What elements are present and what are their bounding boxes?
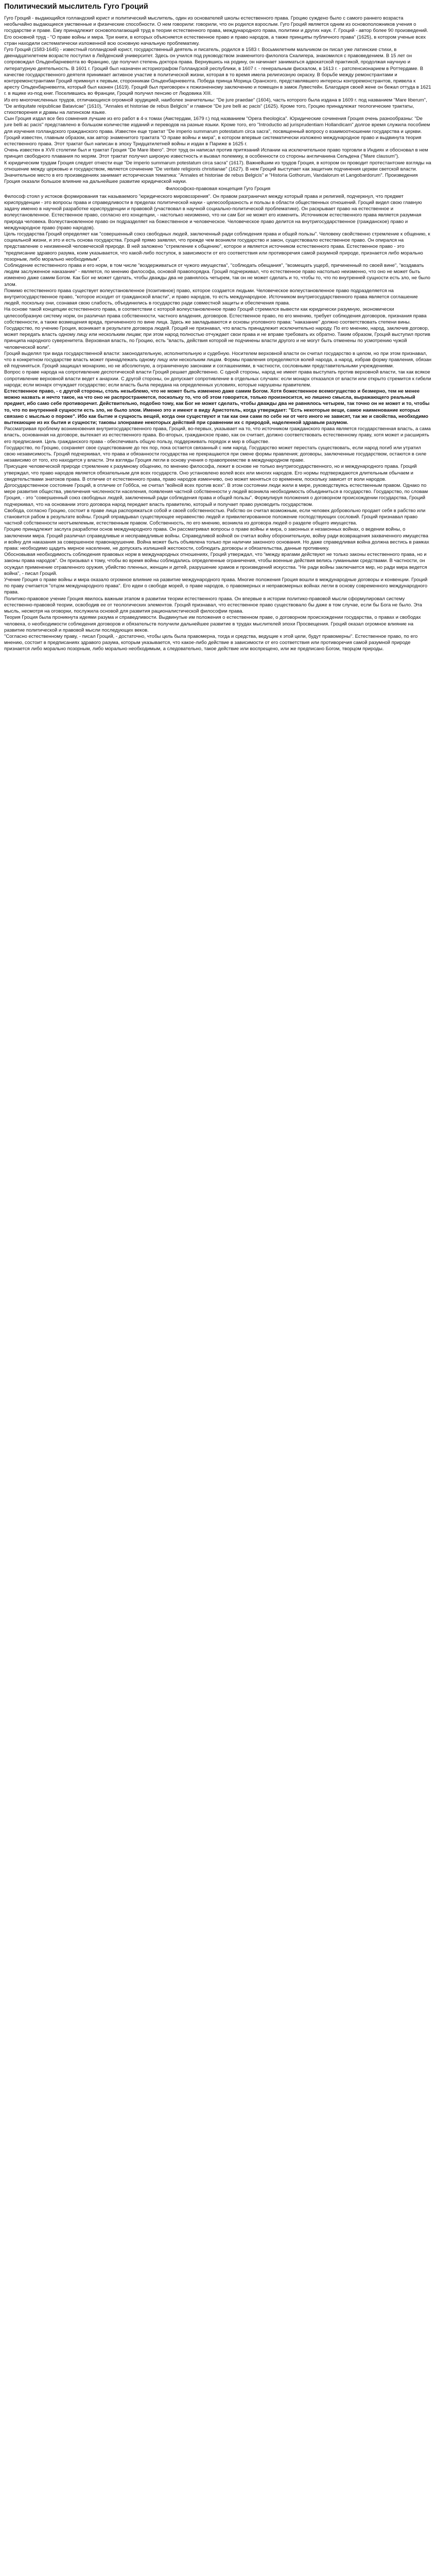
paragraph: Гуго Гроций (1583-1645) - известный голландский юрист, государственный деятель и писатель, родился в 1583 г. Восьмилетним мальчиком он писал уже латинские стихи, в двенадцатилетнем возрасте поступил в Лейденский университет. Здесь он учился под руководством знаменитого филолога Скалигера, знакомился с правоведением. В 15 лет он сопровождал Ольденбарневелта во Францию, где получил степень доктора права. Вернувшись на родину, он начинает заниматься адвокатской практикой, продолжая научную и литературную деятельность. В 1601 г. Гроций был назначен историографом Голландской республики, в 1607 г. - генеральным фискалом, в 1613 г. - ратспенсионарием в Роттердаме. В качестве государственного деятеля принимает активное участие в политической жизни, которая в то время имела религиозную окраску. В борьбе между ремонстрантами и контрремонстрантами Гроций примкнул к первым, сторонникам Ольденбарневелта. Победа принца Морица Оранского, представлявшего интересы контрремонстрантов, привела к аресту Ольденбарневелта, который был казнен (1619). Гроций был приговорен к пожизненному заключению и помещен в замок Лувестейн. Благодаря своей жене он бежал оттуда в 1621 г. в ящике из-под книг. Поселившись во Франции, Гроций получил пенсию от Людовика XIII. — [4, 47, 431, 97]
paragraph: Философ стоял у истоков формирования так называемого "юридического мировоззрения". Он правом разграничил между который права и религией, подчеркнул, что предмет юриспруденции - это вопросы права и справедливости в пределах политической науки - целесообразность и пользы в области общественных отношений. Гроций видел свою главную задачу именно в научной разработке юриспруденции и правовой (участвовал в научной социально-политической проблематике). Он раскрывает право на естественное и волеустановленное. Естественное право, согласно его концепции, - настолько неизменно, что ни сам Бог не может его изменить. Источником естественного права является разумная природа человека. Волеустановленное право он подразделяет на божественное и человеческое. Человеческое право делится на внутригосударственное (гражданское) право и международное право (право народов). — [4, 193, 422, 231]
paragraph: Присущее человеческой природе стремление к разумному общению, по мнению философа, лежит в основе не только внутригосударственного, но и международного права. Гроций утверждал, что право народов является обязательным для всех государств. Оно установлено волей всех или многих народов. Его нормы подтверждаются длительным обычаем и свидетельствами знатоков права. В отличие от естественного права, право народов изменчиво, оно может меняться со временем, поскольку зависит от воли народов. — [4, 464, 417, 482]
paragraph: Гроций выделял три вида государственной власти: законодательную, исполнительную и судебную. Носителем верховной власти он считал государство в целом, но при этом признавал, что в конкретном государстве власть может принадлежать одному лицу или нескольким лицам. Формы правления определяются волей народа, а народ, избрав форму правления, обязан ей подчиняться. Гроций защищал монархию, но не абсолютную, а ограниченную законами и соглашениями, в частности, сословными представительными учреждениями. — [4, 350, 432, 369]
paragraph: Свобода, согласно Гроцию, состоит в праве лица распоряжаться собой и своей собственностью. Рабство он считал возможным, если человек добровольно продает себя в рабство или становится рабом в результате войны. Гроций оправдывал существующее неравенство людей и привилегированное положение господствующих сословий. Гроций признавал право частной собственности неотъемлемым, естественным правом. Собственность, по его мнению, возникла из договора людей о разделе общего имущества. — [4, 507, 426, 527]
paragraph: Соблюдение естественного права и его норм, в том числе "воздерживаться от чужого имущества", "соблюдать обещания", "возмещать ущерб, причиненный по своей вине", "воздавать людям заслуженное наказание" - является, по мнению философа, основой правопорядка. Гроций подчеркивал, что естественное право настолько неизменно, что оно не может быть изменено даже самим Богом. Как Бог не может сделать, чтобы дважды два не равнялось четырем, так он не может сделать и то, чтобы то, что по внутренней сущности есть зло, не было злом. — [4, 262, 430, 287]
document-body — [4, 15, 432, 653]
paragraph: Политико-правовое учение Гроция явилось важным этапом в развитии теории естественного права. Он впервые в истории политико-правовой мысли сформулировал систему естественно-правовой теории, освободив ее от теологических элементов. Гроций признавал, что естественное право существовало бы даже в том случае, если бы Бога не было. Эта мысль, несмотря на оговорки, послужила основой для развития рационалистической философии права. — [4, 596, 422, 615]
paragraph: Гуго Гроций - выдающийся голландский юрист и политический мыслитель, один из основателей школы естественного права. Гроцию суждено было с самого раннего возраста необычайно выдающиеся умственные и физические способности. О нем говорили: говорили, что он родился взрослым. Гуго Гроций является одним из основоположников учения о государстве и праве. Ему принадлежит основополагающий труд в теории естественного права, международного права, политики и других наук. Г. Гроций - автор более 90 произведений. Его основной труд - "О праве войны и мира. Три книги, в которых объясняется естественное право и право народов, а также принципы публичного права" (1625), в котором ученые всех стран находили систематически изложенной всю основную начальную проблематику. — [4, 15, 428, 46]
document — [0, 0, 436, 653]
paragraph: Рассматривая проблему возникновения внутригосударственного права, Гроций, во-первых, указывает на то, что источником гражданского права является государственная власть, а сама власть, основанная на договоре, вытекает из естественного права. Во-вторых, гражданское право, как он считает, должно соответствовать естественному праву, хотя может и расширять его предписания. Цель гражданского права - обеспечивать общую пользу, поддерживать порядок и мир в обществе. — [4, 426, 431, 445]
paragraph: Помимо естественного права существует волеустановленное (позитивное) право, которое создается людьми. Человеческое волеустановленное право подразделяется на внутригосударственное право, "которое исходит от гражданской власти", и право народов, то есть международное. Источником внутригосударственного права является соглашение людей, поскольку они, сознавая свою слабость, объединились в государство ради совместной защиты и обеспечения права. — [4, 287, 418, 307]
section-heading: Философско-правовая концепция Гуго Гроция — [165, 186, 271, 192]
paragraph: Гроций известен, главным образом, как автор знаменитого трактата "О праве войны и мира", в котором впервые систематически изложено международное право и выдвинута теория естественного права. Этот трактат был написан в эпоху Тридцатилетней войны и издан в Париже в 1625 г. — [4, 134, 422, 147]
paragraph: Учение Гроция о праве войны и мира оказало огромное влияние на развитие международного права. Многие положения Гроция вошли в международные договоры и конвенции. Гроций по праву считается "отцом международного права". Его идеи о свободе морей, о праве народов, о правомерных и неправомерных войнах легли в основу современного международного права. — [4, 577, 428, 596]
document-title: Политический мыслитель Гуго Гроций — [4, 3, 148, 11]
paragraph: Гроцию принадлежит заслуга разработки основ международного права. Он рассматривал вопросы о праве войны и мира, о законных и незаконных войнах, о ведении войны, о заключении мира. Гроций различал справедливые и несправедливые войны. Справедливой войной он считал войну оборонительную, войну ради возвращения захваченного имущества и войну для наказания за совершенное правонарушение. Война может быть объявлена только при наличии законного основания. Но даже справедливая война должна вестись в рамках права: необходимо щадить мирное население, не допускать излишней жестокости, соблюдать договоры и обязательства, данные противнику. — [4, 527, 429, 552]
paragraph: Государство, по учению Гроция, возникает в результате договора людей. Гроций не признавал, что власть принадлежит исключительно народу. По его мнению, народ, заключив договор, может передать власть одному лицу или нескольким лицам; при этом народ полностью отчуждает свои права и не вправе требовать их обратно. Таким образом, Гроций выступил против принципа народного суверенитета. Верховная власть, по Гроцию, есть "власть, действия которой не подчинены власти другого и не могут быть отменены по усмотрению чужой человеческой воли". — [4, 325, 430, 350]
paragraph: На основе такой концепции естественного права, в соответствии с которой волеустановленное право Гроций стремился вывести как юридически разумную, экономически целесообразную систему норм, он различал права собственности, частного владения, договоров. Естественное право, по его мнению, требует соблюдения договоров, признания права собственности, а также возмещения вреда, причиненного по вине лица. Здесь же закладываются и основы уголовного права: "наказание" должно соответствовать степени вины. — [4, 307, 427, 325]
paragraph: Сын Гроция издал все без сомнения лучшие из его работ в 4-х томах (Амстердам, 1679 г.) под названием "Opera theologica". Юридические сочинения Гроция очень разнообразны: "De jure belli ac pacis" представлено в большом количестве изданий и переводов на разные языки. Кроме того, его "Introductio ad jurisprudentiam Hollandicam" долгое время служила пособием для изучения голландского гражданского права. Известен еще трактат "De imperio summarum potestatum circa sacra", посвященный вопросу о взаимоотношении государства и церкви. — [4, 116, 430, 134]
paragraph: "Согласно естественному праву, - писал Гроций, - достаточно, чтобы цель была правомерна, тогда и средства, ведущие к этой цели, будут правомерны". Естественное право, по его мнению, состоит в предписаниях здравого разума, которым указывается, что какое-либо действие в зависимости от его соответствия или противоречия самой разумной природе признается либо морально позорным, либо морально необходимым, а следовательно, такое действие или воспрещено, или же предписано Богом, творцом природы. — [4, 633, 418, 652]
paragraph: Из его многочисленных трудов, отличающихся огромной эрудицией, наиболее значительны: "De jure praedae" (1604), часть которого была издана в 1609 г. под названием "Mare liberum", "De antiquitate reipublicae Batavicae" (1610), "Annales et historiae de rebus Belgicis" и главное "De jure belli ac pacis" (1625). Кроме того, Гроцию принадлежат теологические трактаты, стихотворения и драмы на латинском языке. — [4, 97, 427, 116]
paragraph: К юридическим трудам Гроция следует отнести еще "De imperio summarum potestatum circa sacra" (1617). Важнейшим из трудов Гроция, в котором он проводит протестантские взгляды на отношение между церковью и государством, является сочинение "De veritate religionis christianae" (1627). В нем Гроций выступает как защитник подчинения церкви светской власти. Значительное место в его произведениях занимает историческая тематика: "Annales et historiae de rebus Belgicis" и "Historia Gothorum, Vandalorum et Langobardorum". Произведения Гроция оказали большое влияние на дальнейшее развитие юридической науки. — [4, 160, 431, 185]
paragraph: Теория Гроция была проникнута идеями разума и справедливости. Выдвинутые им положения о естественном праве, о договорном происхождении государства, о правах и свободах человека, о необходимости соблюдения договоров и обязательств получили дальнейшее развитие в трудах мыслителей эпохи Просвещения. Гроций оказал огромное влияние на развитие политической и правовой мысли последующих веков. — [4, 615, 421, 633]
paragraph: Естественное право, - с другой стороны, столь незыблемо, что не может быть изменено даже самим Богом. Хотя божественное всемогущество и безмерно, тем не менее можно назвать и нечто такое, на что оно не распространяется, поскольку то, что об этом говорится, только произносится, но лишено смысла, выражающего реальный предмет, ибо само себе противоречит. Действительно, подобно тому, как Бог не может сделать, чтобы дважды два не равнялось четырем, так точно он не может и то, чтобы то, что по внутренней сущности есть зло, не было злом. Именно это и имеют в виду Аристотель, когда утверждает: "Есть некоторые вещи, самое наименование которых связано с мыслью о пороке". Ибо как бытие и сущность вещей, когда они существуют и так как они сами по себе ни от чего иного не зависят, так же и свойства, необходимо вытекающие из их бытия и сущности; таковы злонравие некоторых действий при сравнении их с природой, наделенной здравым разумом. — [4, 388, 430, 426]
paragraph: Догосударственное состояние Гроций, в отличие от Гоббса, не считал "войной всех против всех". В этом состоянии люди жили в мире, руководствуясь естественным правом. Однако по мере развития общества, увеличения численности населения, появления частной собственности у людей возникла необходимость объединиться в государство. Государство, по словам Гроция, - это "совершенный союз свободных людей, заключенный ради соблюдения права и общей пользы". Формулируя положения о договорном происхождении государства, Гроций подчеркивал, что на основании этого договора народ передает власть правителю, который и получает право руководить государством. — [4, 483, 428, 507]
paragraph: Цель государства Гроций определяет как "совершенный союз свободных людей, заключенный ради соблюдения права и общей пользы". Человеку свойственно стремление к общению, к социальной жизни, и это и есть основа государства. Гроций прямо заявлял, что прежде чем возникли государство и закон, существовало естественное право. Он опирался на представление о неизменной человеческой природе. В ней заложено "стремление к общению", которое и является источником естественного права. Естественное право - это "предписание здравого разума, коим указывается, что какой-либо поступок, в зависимости от его соответствия или противоречия самой разумной природе, признается либо морально позорным, либо морально необходимым". — [4, 231, 430, 262]
paragraph: Государство, по Гроцию, сохраняет свое существование до тех пор, пока остается связанный с ним народ. Государство может перестать существовать, если народ погиб или утратил свою независимость. Гроций подчеркивал, что права и обязанности государства не прекращаются при смене формы правления; договоры, заключенные государством, остаются в силе независимо от того, кто находится у власти. Эти взгляды Гроция легли в основу учения о правопреемстве в международном праве. — [4, 445, 427, 464]
paragraph: Очень известен в XVII столетии был и трактат Гроция "De Mare libero". Этот труд он написал против притязаний Испании на исключительное право торговли в Индиях и обосновал в нем принцип свободного плавания по морям. Этот трактат получил широкую известность и вызвал полемику, в особенности со стороны англичанина Сельдена ("Mare clausum"). — [4, 147, 428, 160]
paragraph: Обосновывая необходимость соблюдения правовых норм в международных отношениях, Гроций утверждал, что "между врагами действуют не только законы естественного права, но и законы права народов". Он призывал к тому, чтобы во время войны соблюдались определенные ограничения, чтобы военные действия велись гуманными средствами. В частности, он осуждал применение отравленного оружия, убийство пленных, женщин и детей, разрушение храмов и произведений искусства. "Не ради войны заключается мир, но ради мира ведется война", - писал Гроций. — [4, 552, 427, 577]
paragraph: Вопрос о праве народа на сопротивление деспотической власти Гроций решает двойственно. С одной стороны, народ не имеет права выступать против верховной власти, так как всякое сопротивление верховной власти ведет к анархии. С другой стороны, он допускает сопротивление в отдельных случаях: если монарх отказался от власти или открыто стремится к гибели народа; если монарх отчуждает государство; если власть была передана на определенных условиях, которые нарушены правителем. — [4, 369, 431, 388]
